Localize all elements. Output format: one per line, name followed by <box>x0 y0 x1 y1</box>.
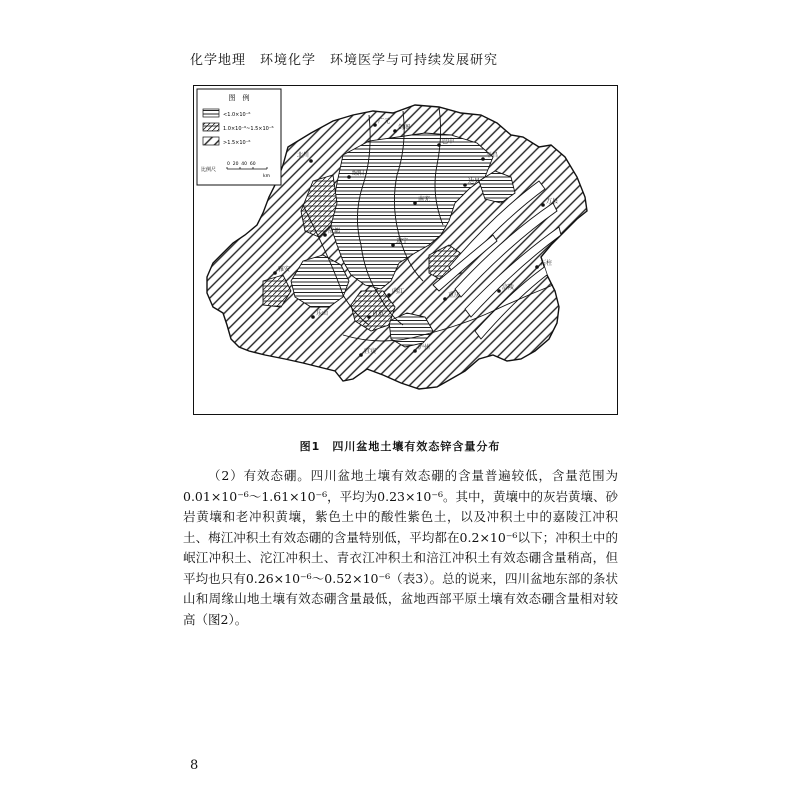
svg-text:遂宁: 遂宁 <box>396 238 409 245</box>
svg-text:涪陵: 涪陵 <box>502 284 515 291</box>
legend-label-high: >1.5×10⁻⁶ <box>223 140 251 146</box>
body-paragraph-block <box>183 466 618 630</box>
svg-text:达县: 达县 <box>468 178 481 185</box>
legend-swatch-low <box>203 109 219 117</box>
svg-text:成都: 成都 <box>328 228 341 235</box>
svg-text:绵阳: 绵阳 <box>352 170 365 177</box>
svg-text:巴中: 巴中 <box>442 138 455 145</box>
svg-text:宜宾: 宜宾 <box>364 348 377 355</box>
svg-text:平昌: 平昌 <box>486 152 499 159</box>
svg-text:万县: 万县 <box>546 198 559 205</box>
running-header: 化学地理 环境化学 环境医学与可持续发展研究 <box>190 53 499 68</box>
page-number: 8 <box>190 758 199 773</box>
svg-text:南充: 南充 <box>418 196 431 203</box>
svg-text:乐山: 乐山 <box>316 310 329 317</box>
svg-text:广元: 广元 <box>378 118 391 125</box>
svg-text:石柱: 石柱 <box>540 260 553 267</box>
scale-ticks: 0 20 40 60 <box>227 162 256 167</box>
scale-unit: km <box>263 174 270 179</box>
paragraph-boron: （2）有效态硼。四川盆地土壤有效态硼的含量普遍较低，含量范围为0.01×10⁻⁶～1.61×10⁻⁶，平均为0.23×10⁻⁶。其中，黄壤中的灰岩黄壤、砂岩黄壤和老冲积黄壤，紫色土中的酸性紫色土，以及冲积土中的嘉陵江冲积土、梅江冲积土有效态硼的含量特别低，平均都在0.2×10⁻⁶以下；冲积土中的岷江冲积土、沱江冲积土、青衣江冲积土和涪江冲积土有效态硼含量稍高，但平均也只有0.26×10⁻⁶～0.52×10⁻⁶（表3）。总的说来，四川盆地东部的条状山和周缘山地土壤有效态硼含量最低，盆地西部平原土壤有效态硼含量相对较高（图2）。 <box>183 468 618 627</box>
map-svg <box>193 85 618 415</box>
svg-text:泸州: 泸州 <box>418 344 431 351</box>
svg-text:自贡: 自贡 <box>372 310 385 317</box>
legend-swatch-high <box>203 137 219 145</box>
map-legend <box>197 89 281 185</box>
svg-text:北川: 北川 <box>297 152 310 159</box>
legend-title: 图 例 <box>228 94 250 102</box>
svg-text:剑阁: 剑阁 <box>398 124 411 131</box>
svg-text:重庆: 重庆 <box>448 292 461 299</box>
svg-text:内江: 内江 <box>392 288 405 295</box>
legend-swatch-medium <box>203 123 219 131</box>
figure-caption: 图1 四川盆地土壤有效态锌含量分布 <box>299 440 501 453</box>
legend-label-medium: 1.0×10⁻⁶~1.5×10⁻⁶ <box>223 126 274 132</box>
scale-label: 比例尺 <box>201 167 217 173</box>
svg-text:雅安: 雅安 <box>278 266 291 273</box>
soil-zinc-map-figure <box>193 85 618 415</box>
legend-label-low: <1.0×10⁻⁶ <box>223 112 251 118</box>
